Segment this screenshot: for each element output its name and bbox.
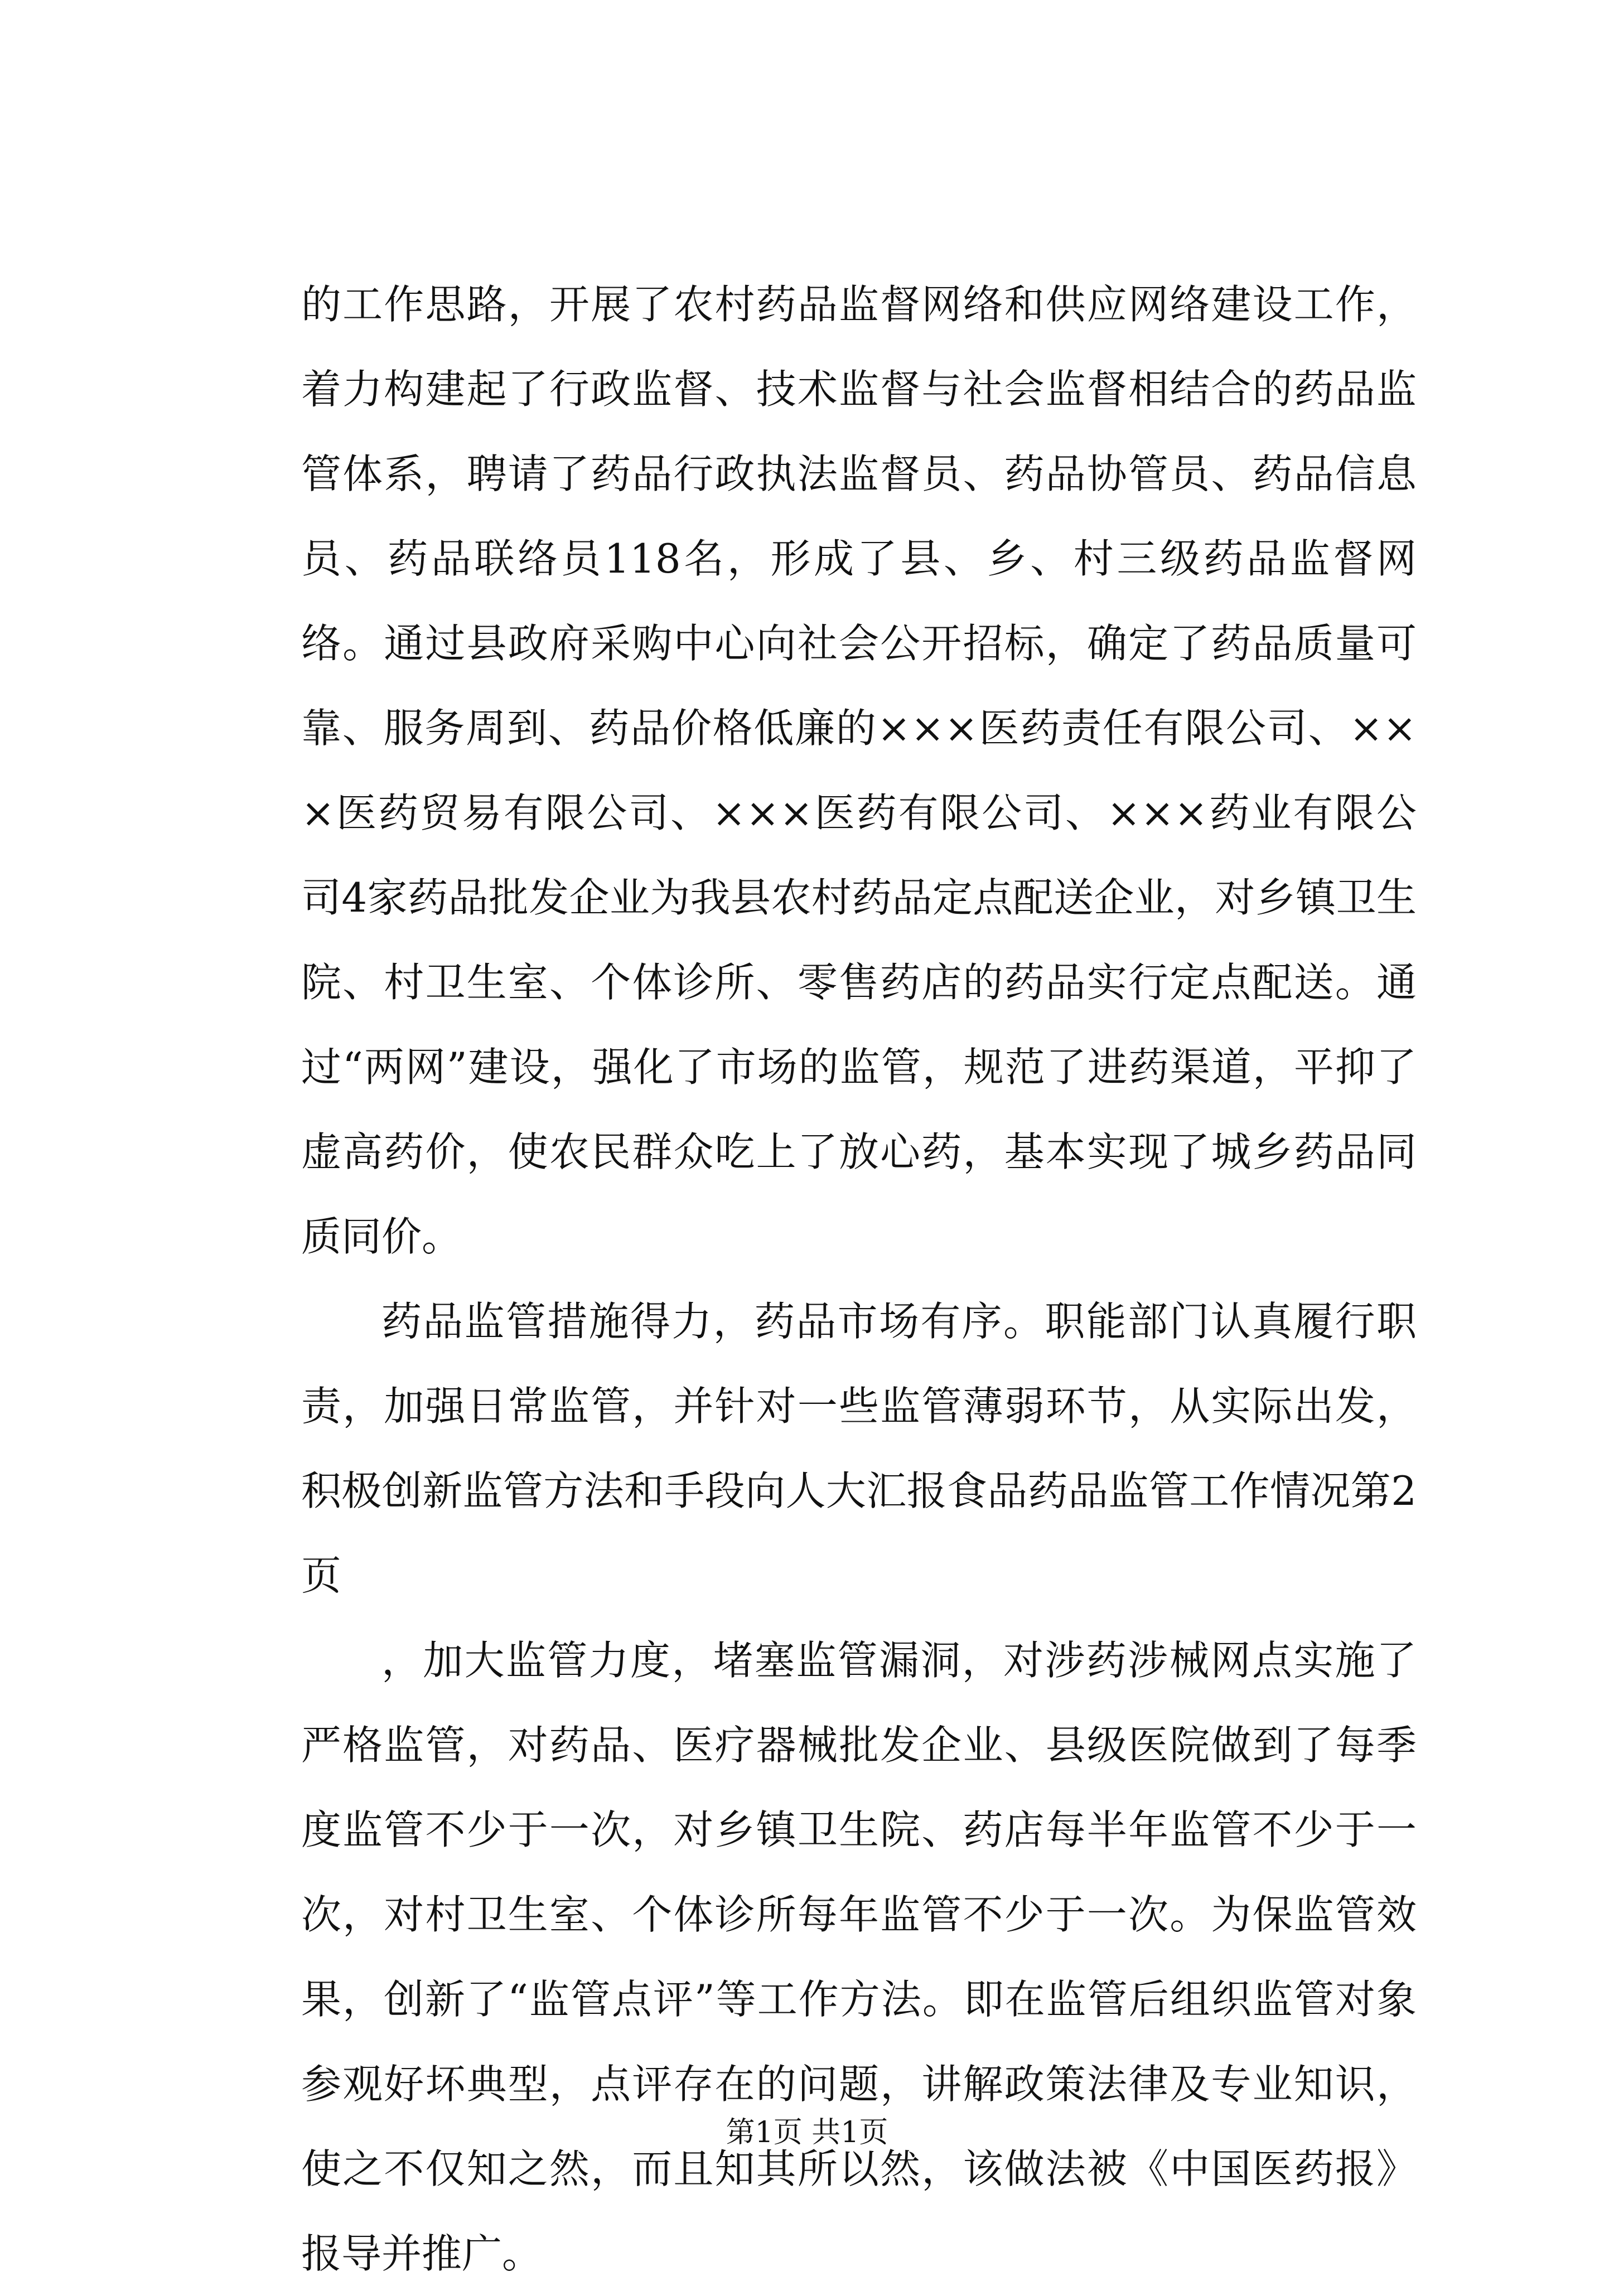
page-footer: 第1页 共1页	[726, 2116, 888, 2149]
paragraph-supervision-measures: ，加大监管力度，堵塞监管漏洞，对涉药涉械网点实施了严格监管，对药品、医疗器械批发企业、县级医院做到了每季度监管不少于一次，对乡镇卫生院、药店每半年监管不少于一次，对村卫生室、个体诊所每年监管不少于一次。为保监管效果，创新了“监管点评”等工作方法。即在监管后组织监管对象参观好坏典型，点评存在的问题，讲解政策法律及专业知识，使之不仅知之然，而且知其所以然，该做法被《中国医药报》报导并推广。	[301, 1637, 1417, 2277]
paragraph-drug-supervision: 药品监管措施得力，药品市场有序。职能部门认真履行职责，加强日常监管，并针对一些监管薄弱环节，从实际出发，积极创新监管方法和手段向人大汇报食品药品监管工作情况第2页	[301, 1298, 1417, 1599]
document-body	[301, 262, 1417, 2296]
paragraph-continuation: 的工作思路，开展了农村药品监督网络和供应网络建设工作，着力构建起了行政监督、技术监督与社会监督相结合的药品监管体系，聘请了药品行政执法监督员、药品协管员、药品信息员、药品联络员118名，形成了县、乡、村三级药品监督网络。通过县政府采购中心向社会公开招标，确定了药品质量可靠、服务周到、药品价格低廉的×××医药责任有限公司、×××医药贸易有限公司、×××医药有限公司、×××药业有限公司4家药品批发企业为我县农村药品定点配送企业，对乡镇卫生院、村卫生室、个体诊所、零售药店的药品实行定点配送。通过“两网”建设，强化了市场的监管，规范了进药渠道，平抑了虚高药价，使农民群众吃上了放心药，基本实现了城乡药品同质同价。	[301, 281, 1417, 1260]
